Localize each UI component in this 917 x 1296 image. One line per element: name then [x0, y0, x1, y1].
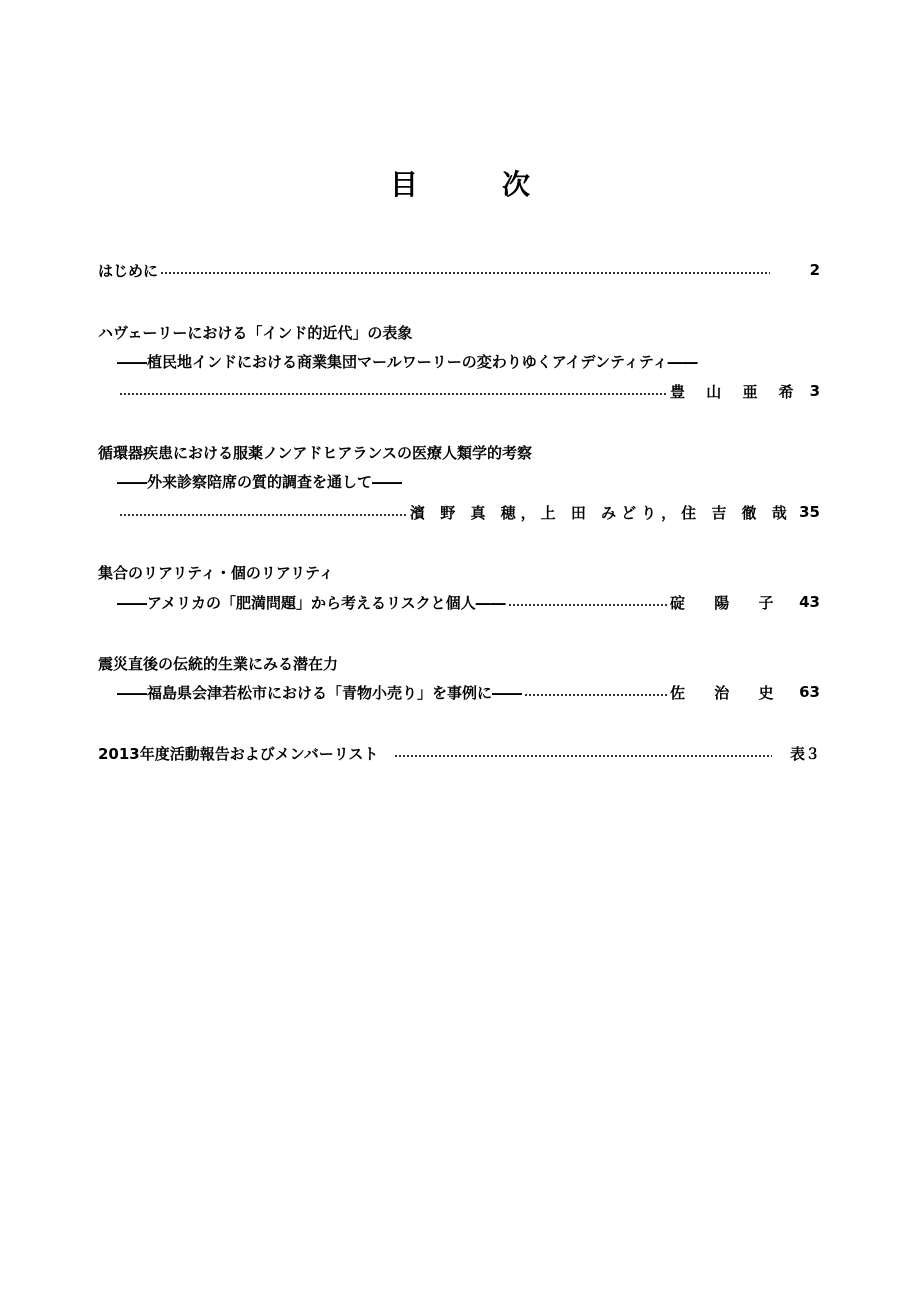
- leader-dots: [508, 604, 668, 606]
- entry-subtitle: ――植民地インドにおける商業集団マールワーリーの変わりゆくアイデンティティ――: [117, 352, 698, 371]
- page-number: 43: [799, 593, 820, 611]
- entry-title: 循環器疾患における服薬ノンアドヒアランスの医療人類学的考察: [98, 443, 532, 462]
- toc-entry-subtitle: [117, 350, 820, 372]
- leader-dots: [160, 272, 770, 274]
- page-number: 表３: [789, 744, 820, 763]
- toc-entry-title[interactable]: [98, 441, 820, 463]
- entry-title: 2013年度活動報告およびメンバーリスト: [98, 744, 379, 763]
- toc-entry-title[interactable]: [98, 652, 820, 674]
- leader-dots: [119, 393, 668, 395]
- entry-subtitle: ――福島県会津若松市における「青物小売り」を事例に――: [117, 683, 523, 702]
- entry-author: 豊 山 亜 希: [670, 382, 802, 401]
- toc-entry-byline: [117, 591, 820, 613]
- toc-entry-byline: [117, 681, 820, 703]
- leader-dots: [524, 694, 668, 696]
- page-number: 35: [799, 503, 820, 521]
- toc-entry-title[interactable]: [98, 561, 820, 583]
- toc-entry-subtitle: [117, 470, 820, 492]
- leader-dots: [119, 514, 408, 516]
- entry-title: 集合のリアリティ・個のリアリティ: [98, 563, 334, 582]
- toc-entry-byline: [117, 380, 820, 402]
- entry-title: 震災直後の伝統的生業にみる潜在力: [98, 654, 339, 673]
- entry-title: はじめに: [98, 261, 159, 280]
- leader-dots: [394, 755, 772, 757]
- entry-author: 佐 治 史: [670, 683, 786, 702]
- entry-author: 濱 野 真 穂，上 田 みどり，住 吉 徹 哉: [410, 503, 792, 522]
- toc-entry-title[interactable]: [98, 321, 820, 343]
- entry-subtitle: ――アメリカの「肥満問題」から考えるリスクと個人――: [117, 593, 506, 612]
- toc-entry-intro[interactable]: [98, 259, 820, 281]
- page-number: 3: [809, 382, 820, 400]
- entry-title: ハヴェーリーにおける「インド的近代」の表象: [98, 323, 413, 342]
- page-number: 2: [809, 261, 820, 279]
- page-number: 63: [799, 683, 820, 701]
- entry-author: 碇 陽 子: [670, 593, 786, 612]
- entry-subtitle: ――外来診察陪席の質的調査を通して――: [117, 472, 403, 491]
- toc-entry-byline: [117, 501, 820, 523]
- toc-entry-activity-report[interactable]: [98, 742, 820, 764]
